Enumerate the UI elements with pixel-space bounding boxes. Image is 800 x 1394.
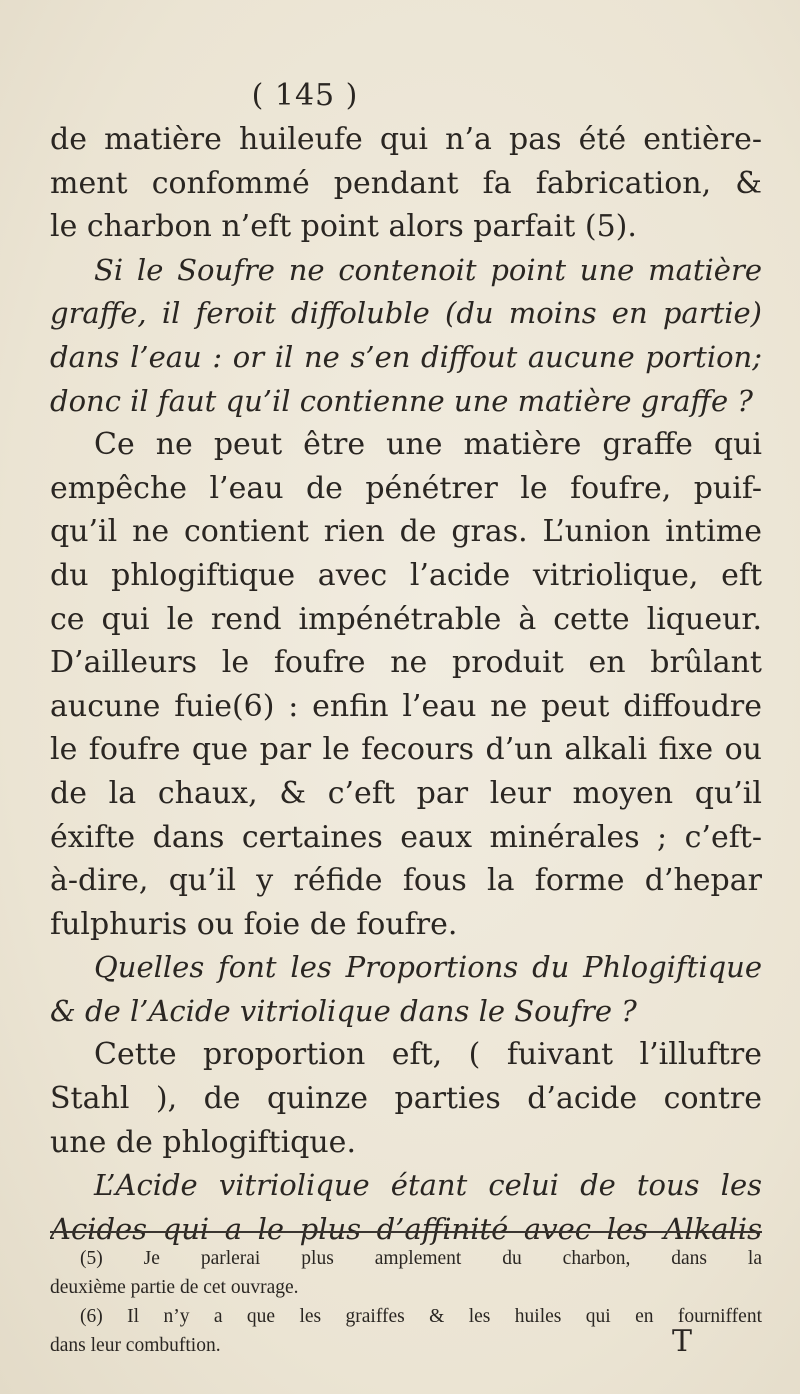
text-line: Cette proportion eft, ( fuivant l’illuftre: [94, 1037, 762, 1073]
footnote-line: (5) Je parlerai plus amplement du charbon, dans la: [80, 1248, 762, 1269]
text-line: D’ailleurs le foufre ne produit en brûlant: [50, 645, 762, 681]
text-line: de la chaux, & c’eft par leur moyen qu’il: [50, 775, 762, 811]
text-line: empêche l’eau de pénétrer le foufre, puif-: [50, 470, 762, 506]
footnote-divider: [50, 1231, 762, 1233]
page-number-header: ( 145 ): [251, 78, 359, 113]
text-line: aucune fuie(6) : enfin l’eau ne peut diffoudre: [50, 688, 762, 724]
text-line: Acides qui a le plus d’affinité avec les Alkalis: [50, 1211, 762, 1246]
text-line: à-dire, qu’il y réfide fous la forme d’hepar: [50, 863, 762, 899]
text-line: ment confommé pendant fa fabrication, &: [50, 165, 762, 201]
main-text-block: [50, 118, 762, 1251]
text-line: Si le Soufre ne contenoit point une matière: [94, 252, 762, 287]
text-line: Quelles font les Proportions du Phlogiftique: [94, 950, 762, 985]
text-line: fulphuris ou foie de foufre.: [50, 906, 458, 942]
text-line: donc il faut qu’il contienne une matière graffe ?: [50, 383, 753, 418]
text-line: de matière huileufe qui n’a pas été entière-: [50, 122, 762, 157]
text-line: éxifte dans certaines eaux minérales ; c’eft-: [50, 819, 762, 855]
text-line: & de l’Acide vitriolique dans le Soufre ?: [50, 993, 637, 1028]
text-line: L’Acide vitriolique étant celui de tous les: [94, 1168, 762, 1203]
text-line: Ce ne peut être une matière graffe qui: [94, 427, 762, 463]
text-line: le charbon n’eft point alors parfait (5).: [50, 209, 637, 245]
footnotes-block: [50, 1244, 762, 1360]
signature-mark: T: [672, 1324, 693, 1359]
text-line: dans l’eau : or il ne s’en diffout aucune portion;: [50, 339, 762, 374]
footnote-line: (6) Il n’y a que les graiffes & les huiles qui en fourniffent: [80, 1306, 762, 1327]
footnote-line: deuxième partie de cet ouvrage.: [50, 1277, 299, 1298]
text-line: qu’il ne contient rien de gras. L’union intime: [50, 514, 762, 550]
text-line: ce qui le rend impénétrable à cette liqueur.: [50, 601, 762, 637]
footnote-line: dans leur combuftion.: [50, 1335, 221, 1356]
text-line: graffe, il feroit diffoluble (du moins en partie): [50, 296, 762, 331]
text-line: du phlogiftique avec l’acide vitriolique, eft: [50, 557, 762, 593]
text-line: le foufre que par le fecours d’un alkali fixe ou: [50, 732, 762, 768]
text-line: une de phlogiftique.: [50, 1124, 356, 1160]
text-line: Stahl ), de quinze parties d’acide contre: [50, 1081, 762, 1117]
